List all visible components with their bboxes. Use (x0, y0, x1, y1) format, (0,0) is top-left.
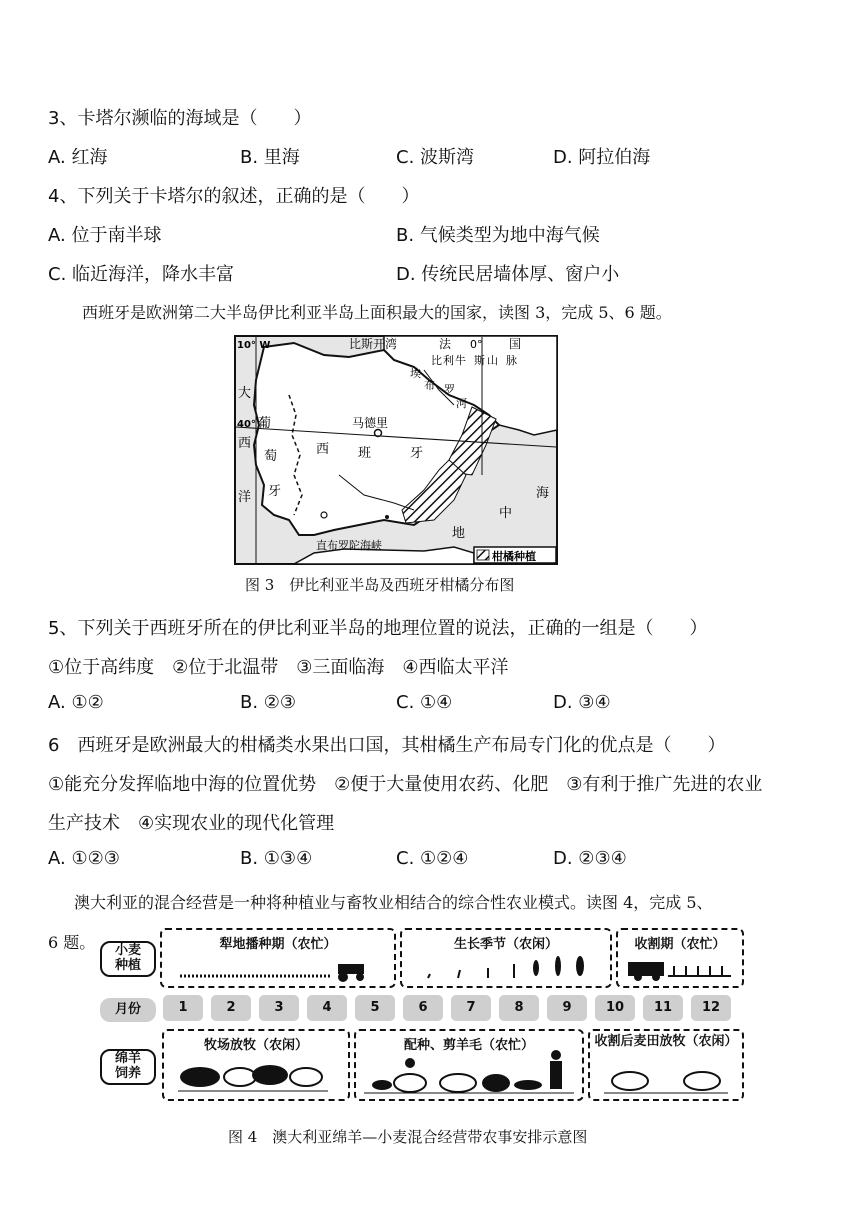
legend-label: 柑橘种植 (492, 550, 536, 563)
month-12: 12 (691, 995, 731, 1021)
q6-option-a: A. ①②③ (48, 848, 120, 869)
map-label-fa: 法 (439, 337, 452, 351)
map-label-atlantic1: 大 (238, 386, 252, 401)
q3-option-b: B. 里海 (240, 147, 300, 168)
month-5: 5 (355, 995, 395, 1021)
q5-option-a: A. ①② (48, 692, 104, 713)
q4-option-c: C. 临近海洋，降水丰富 (48, 264, 235, 285)
map-label-ebro3: 罗 (444, 383, 455, 396)
iberia-map (234, 335, 558, 565)
month-2: 2 (211, 995, 251, 1021)
fig4-caption: 图 4 澳大利亚绵羊—小麦混合经营带农事安排示意图 (228, 1128, 588, 1146)
map-label-ebro4: 河 (456, 397, 467, 410)
q4-stem: 4、下列关于卡塔尔的叙述，正确的是（ ） (48, 186, 420, 207)
month-3: 3 (259, 995, 299, 1021)
q3-option-c: C. 波斯湾 (396, 147, 475, 168)
tractor-sowing-icon (180, 958, 380, 982)
month-10: 10 (595, 995, 635, 1021)
map-label-portugal3: 牙 (268, 484, 282, 499)
q6-items-line2: 生产技术 ④实现农业的现代化管理 (48, 813, 335, 834)
fig3-caption: 图 3 伊比利亚半岛及西班牙柑橘分布图 (245, 576, 515, 594)
row-label-sheep: 绵羊 饲养 (100, 1049, 156, 1085)
map-label-atlantic3: 洋 (238, 490, 252, 505)
map-label-spain3: 牙 (410, 446, 424, 461)
sheep-stubble-icon (604, 1067, 728, 1095)
q6-stem: 6 西班牙是欧洲最大的柑橘类水果出口国，其柑橘生产布局专门化的优点是（ ） (48, 735, 726, 756)
map-label-portugal1: 葡 (258, 416, 272, 431)
month-4: 4 (307, 995, 347, 1021)
month-6: 6 (403, 995, 443, 1021)
map-label-pyr4: 斯 (474, 354, 485, 367)
wheat-box-harvest: 收割期（农忙） (616, 928, 744, 988)
wheat-growth-icon (424, 956, 594, 982)
city-marker-2 (385, 515, 389, 519)
map-label-pyr6: 脉 (506, 354, 517, 367)
legend-hatch-swatch (477, 550, 489, 560)
map-label-portugal2: 萄 (264, 449, 278, 464)
wheat-box-growing: 生长季节（农闲） (400, 928, 612, 988)
row-label-month: 月份 (100, 998, 156, 1022)
sheep-grazing-icon (178, 1061, 328, 1093)
map-label-pyr1: 比 (431, 354, 442, 367)
row-label-wheat: 小麦 种植 (100, 941, 156, 977)
australia-intro-line2: 6 题。 (48, 933, 96, 952)
map-label-med3: 地 (452, 526, 466, 541)
q6-option-d: D. ②③④ (553, 848, 627, 869)
map-label-ebro2: 布 (424, 379, 435, 392)
q5-option-b: B. ②③ (240, 692, 297, 713)
shearing-icon (364, 1047, 574, 1095)
map-label-gibraltar: 直布罗陀海峡 (316, 539, 382, 552)
map-label-biscay: 比斯开湾 (349, 337, 398, 351)
map-label-spain1: 西 (316, 442, 330, 457)
map-label-spain2: 班 (358, 446, 372, 461)
q6-option-c: C. ①②④ (396, 848, 469, 869)
month-7: 7 (451, 995, 491, 1021)
harvester-icon (626, 956, 736, 982)
map-label-guo: 国 (509, 337, 522, 351)
map-label-atlantic2: 西 (238, 436, 252, 451)
map-label-med2: 中 (499, 506, 513, 521)
farming-timeline (100, 925, 750, 1103)
q3-stem: 3、卡塔尔濒临的海域是（ ） (48, 108, 312, 129)
q4-option-d: D. 传统民居墙体厚、窗户小 (396, 264, 620, 285)
wheat-box-sowing: 犁地播种期（农忙） (160, 928, 396, 988)
q5-option-c: C. ①④ (396, 692, 453, 713)
q4-option-b: B. 气候类型为地中海气候 (396, 225, 600, 246)
map-lon-label: 10° W (237, 340, 271, 351)
month-9: 9 (547, 995, 587, 1021)
australia-intro-line1: 澳大利亚的混合经营是一种将种植业与畜牧业相结合的综合性农业模式。读图 4，完成 5、 (74, 893, 713, 912)
map-label-med1: 海 (536, 486, 550, 501)
map-label-pyr5: 山 (487, 354, 498, 367)
month-11: 11 (643, 995, 683, 1021)
map-label-pyr2: 利 (443, 354, 454, 367)
month-1: 1 (163, 995, 203, 1021)
map-lat-label: 40° (237, 419, 256, 430)
map-label-pyr3: 牛 (455, 354, 466, 367)
sheep-box-pasture: 牧场放牧（农闲） (162, 1029, 350, 1101)
q3-option-a: A. 红海 (48, 147, 108, 168)
spain-intro: 西班牙是欧洲第二大半岛伊比利亚半岛上面积最大的国家，读图 3，完成 5、6 题。 (82, 303, 672, 322)
q5-option-d: D. ③④ (553, 692, 611, 713)
map-label-madrid: 马德里 (352, 416, 389, 430)
sheep-box-stubble: 收割后麦田放牧（农闲） (588, 1029, 744, 1101)
sheep-box-breeding: 配种、剪羊毛（农忙） (354, 1029, 584, 1101)
q3-option-d: D. 阿拉伯海 (553, 147, 651, 168)
q6-option-b: B. ①③④ (240, 848, 313, 869)
map-label-0deg: 0° (470, 338, 483, 351)
q5-stem: 5、下列关于西班牙所在的伊比利亚半岛的地理位置的说法，正确的一组是（ ） (48, 618, 708, 639)
q4-option-a: A. 位于南半球 (48, 225, 162, 246)
q5-items: ①位于高纬度 ②位于北温带 ③三面临海 ④西临太平洋 (48, 657, 509, 678)
q6-items-line1: ①能充分发挥临地中海的位置优势 ②便于大量使用农药、化肥 ③有利于推广先进的农业 (48, 774, 763, 795)
month-8: 8 (499, 995, 539, 1021)
map-label-ebro1: 埃 (410, 367, 421, 380)
